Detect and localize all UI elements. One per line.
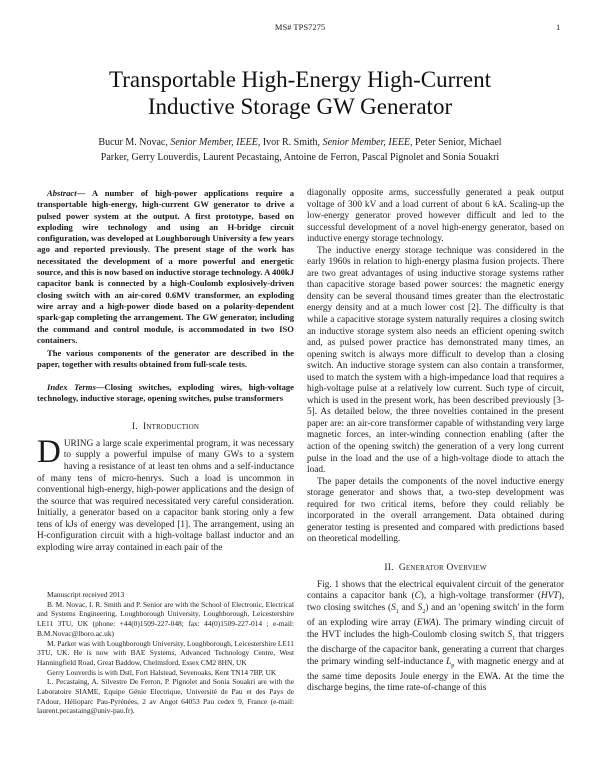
author-novac: Bucur M. Novac, <box>98 137 171 148</box>
index-terms-label: Index Terms <box>47 381 96 392</box>
manuscript-id: MS# TPS7275 <box>274 22 326 32</box>
author-smith-role: Senior Member, IEEE, <box>322 137 413 148</box>
author-smith: Ivor R. Smith, <box>260 137 323 148</box>
abstract-paragraph-2: The various components of the generator are described in the paper, together with results obtained from full-scale tests. <box>37 348 294 370</box>
introduction-paragraph-2: The inductive energy storage technique was considered in the early 1960s in relation to high-energy plasma fusion projects. There are two great advantages of using inductive storage systems rather than capacitive storage based power sources: the magnetic energy density can be several thousand times greater than the electrostatic energy density and at a much lower cost [2]. The difficulty is that while a capacitive storage system naturally requires a closing switch an inductive storage system also needs an efficient opening switch and, as pulsed power practice has demonstrated many times, an opening switch is always more difficult to develop than a closing switch. An inductive storage system can also contain a transformer, used to match the system with a high-impedance load that requires a high-voltage pulse at a relatively low current. Such type of circuit, which is used in the present work, has been described previously [3-5]. As detailed below, the three novelties contained in the present paper are: an air-core transformer capable of withstanding very large magnetic forces, an inter-winding connection enabling (after the action of the opening switch) the generation of a very long current pulse in the load and the use of a high-voltage diode to attach the load. <box>307 245 564 476</box>
author-line-1-rest: Peter Senior, Michael <box>412 137 502 148</box>
section-heading-generator-overview: II. Generator Overview <box>384 562 487 573</box>
title-line-2: Inductive Storage GW Generator <box>147 94 453 119</box>
right-column <box>307 188 564 695</box>
abstract-paragraph-1: Abstract— A number of high-power applications require a transportable high-energy, high-current GW generator to drive a pulsed power system at the output. A first prototype, based on exploding wire technology and using an H-bridge circuit configuration, was developed at Loughborough University a few years ago and reported previously. The present stage of the work has necessitated the development of a more powerful and energetic source, and this is now based on inductive storage technology. A 400kJ capacitor bank is connected by a high-Coulomb explosively-driven closing switch with an air-cored 0.6MV transformer, an exploding wire array and a high-power diode based on a polarity-dependent spark-gap completing the arrangement. The GW generator, including the command and control module, is accommodated in two ISO containers. <box>37 188 294 345</box>
page-number: 1 <box>556 22 561 32</box>
author-list <box>40 136 560 165</box>
footnote-affiliation-pau: L. Pecastaing, A. Silvestre De Ferron, P. Pignolet and Sonia Souakri are with the Laboratoire SIAME, Equipe Génie Electrique, Université de Pau et des Pays de l'Adour, Hélioparc Pau-Pyrénées, 2 av Angot 64053 Pau cedex 9, France (e-mail: laurent.pecastaing@univ-pau.fr). <box>37 677 294 716</box>
index-terms: Index Terms—Closing switches, exploding wires, high-voltage technology, inductive storage, opening switches, pulse transformers <box>37 381 294 404</box>
left-column <box>37 188 294 554</box>
author-novac-role: Senior Member, IEEE, <box>170 137 261 148</box>
overview-paragraph-1: Fig. 1 shows that the electrical equivalent circuit of the generator contains a capacitor bank (C), a high-voltage transformer (HVT), two closing switches ($S_1$ and $S_2$) and an 'opening switch' in the form of an exploding wire array (EWA). The primary winding circuit of the HVT includes the high-Coulomb closing switch $S_1$ that triggers the discharge of the capacitor bank, generating a current that charges the primary winding self-inductance $L_p$ with magnetic energy and at the same time deposits Joule energy in the EWA. At the time the discharge begins, the time rate-of-change of this <box>307 579 565 694</box>
introduction-paragraph-3: The paper details the components of the novel inductive energy storage generator and shows that, a two-step development was required for two critical items, before they could reliably be incorporated in the overall arrangement. Data obtained during generator testing is presented and compared with predictions based on theoretical modelling. <box>307 476 564 545</box>
footnote-received: Manuscript received 2013 <box>47 590 125 599</box>
drop-cap: D <box>37 433 61 470</box>
paper-title <box>0 66 600 120</box>
introduction-paragraph-1: DURING a large scale experimental program, it was necessary to supply a powerful impulse of many GWs to a system having a resistance of at least ten ohms and a self-inductance of many tens of micro-henrys. Such a load is uncommon in conventional high-energy, high-power applications and the design of the source that was required necessitated very careful consideration. Initially, a generator based on a capacitor bank storing only a few tens of kJs of energy was developed [1]. The arrangement, using an H-configuration circuit with a high-voltage ballast inductor and an exploding wire array contained in each pair of the <box>37 433 294 553</box>
abstract <box>37 188 294 371</box>
abstract-label: Abstract <box>47 188 77 198</box>
footnote-affiliation-loughborough: B. M. Novac, I. R. Smith and P. Senior are with the School of Electronic, Electrical and Systems Engineering, Loughborough University, Loughborough, Leicestershire LE11 3TU, UK (phone: +44(0)1509-227-048; fax: 44(0)1509-227-014 ; e-mail: B.M.Novac@lboro.ac.uk) <box>37 599 294 638</box>
title-line-1: Transportable High-Energy High-Current <box>109 67 491 92</box>
footnote-affiliation-parker: M. Parker was with Loughborough University, Loughborough, Leicestershire LE11 3TU, UK. He is now with BAE Systems, Advanced Technology Centre, West Hanningfield Road, Great Baddow, Chelmsford, Essex CM2 8HN, UK <box>37 638 294 667</box>
section-heading-introduction: I. Introduction <box>131 422 200 433</box>
footnotes <box>37 590 294 716</box>
author-line-1 <box>40 136 560 151</box>
introduction-paragraph-1-continued: diagonally opposite arms, successfully generated a peak output voltage of 300 kV and a load current of about 6 kA. Scaling-up the low-energy generator proved however difficult and led to the successful development of a novel high-energy generator, based on inductive energy storage technology. <box>307 188 564 245</box>
author-line-2: Parker, Gerry Louverdis, Laurent Pecastaing, Antoine de Ferron, Pascal Pignolet and Sonia Souakri <box>100 151 500 163</box>
footnote-affiliation-dstl: Gerry Louverdis is with Dstl, Fort Halstead, Sevenoaks, Kent TN14 7BP, UK <box>47 667 277 677</box>
